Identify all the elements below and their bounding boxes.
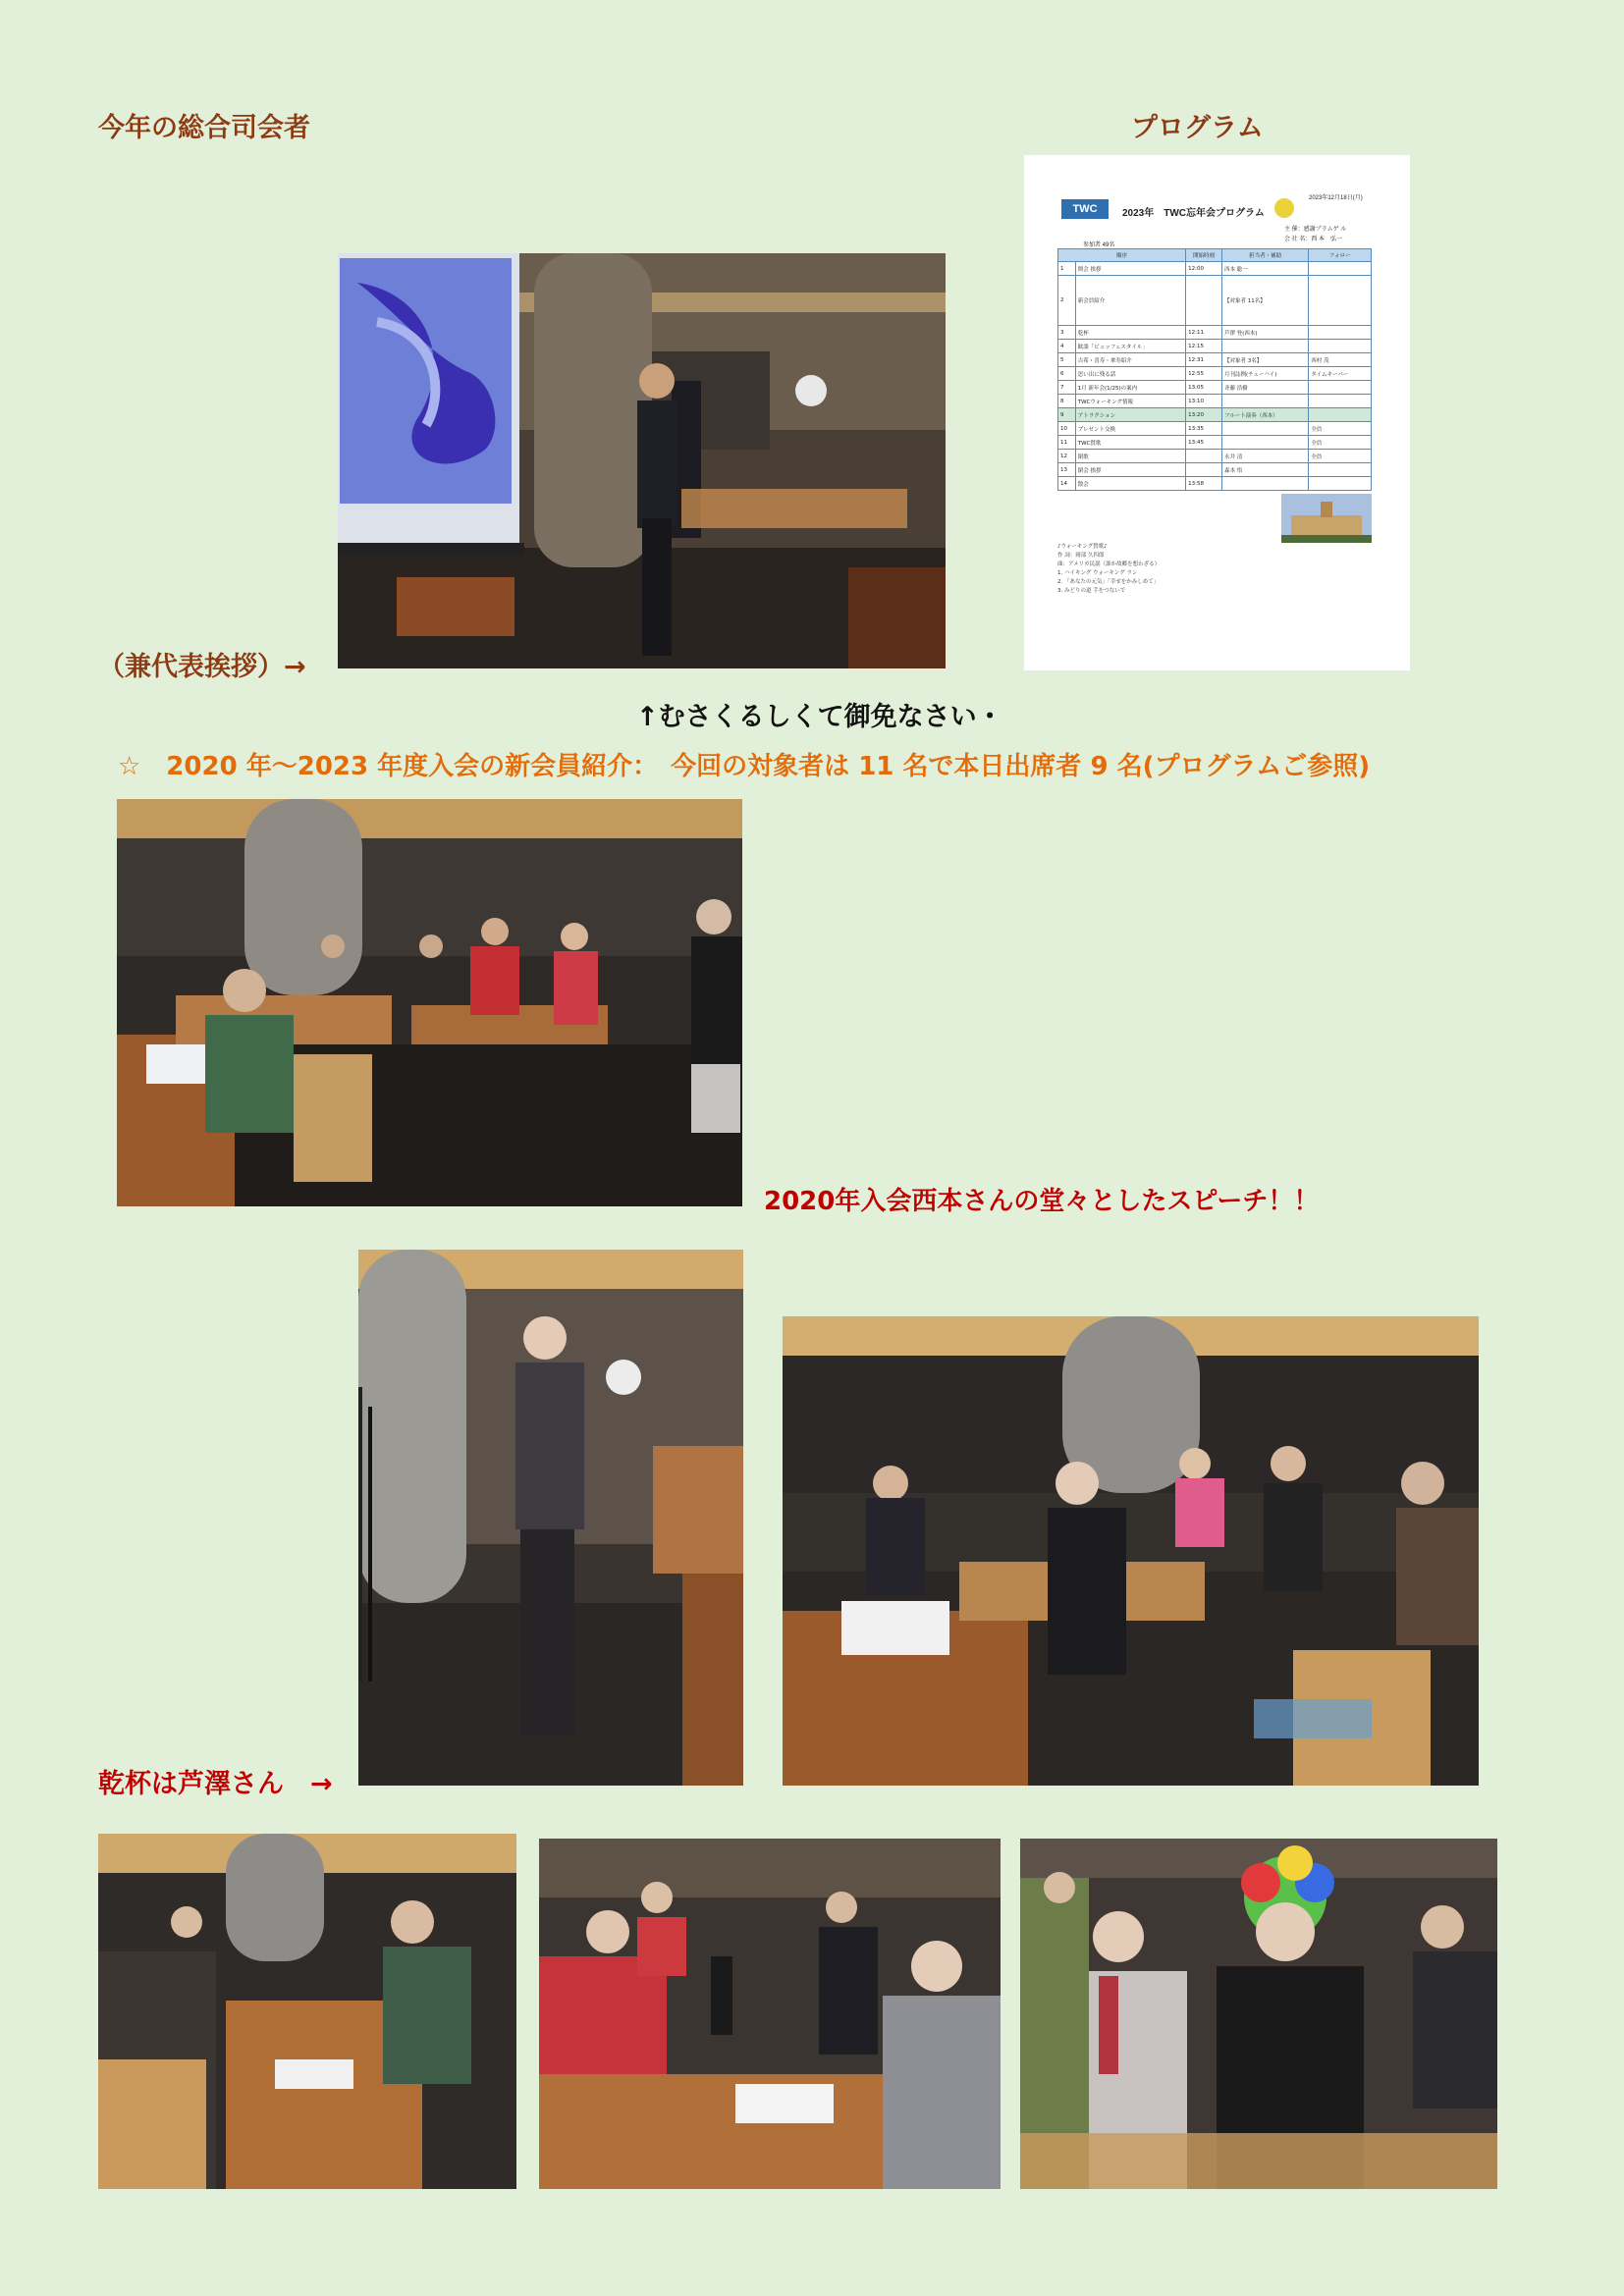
program-doc-title: 2023年 TWC忘年会プログラム bbox=[1122, 208, 1265, 219]
program-doc-date: 2023年12月18日(月) bbox=[1309, 195, 1363, 201]
program-doc-organizer1: 主 催：感謝プラムゲ ル bbox=[1284, 227, 1347, 233]
program-row bbox=[1058, 422, 1372, 436]
program-cell-follow: 全員 bbox=[1309, 436, 1372, 450]
program-cell-no: 10 bbox=[1058, 422, 1076, 436]
program-table-header: 順序 開始時刻 担当者・補助 フォロー bbox=[1058, 249, 1372, 262]
program-cell-item: 乾杯 bbox=[1075, 326, 1185, 340]
program-cell-time: 13:05 bbox=[1186, 381, 1222, 395]
new-members-caption: ☆ 2020 年～2023 年度入会の新会員紹介： 今回の対象者は 11 名で本日出席者 9 名(プログラムご参照) bbox=[118, 752, 1371, 781]
program-cell-person: 斉藤 浩樹 bbox=[1222, 381, 1309, 395]
program-row bbox=[1058, 395, 1372, 408]
program-row bbox=[1058, 326, 1372, 340]
program-cell-person bbox=[1222, 477, 1309, 491]
program-note-line: 2. 「あなたの元気」「幸せをかみしめて」 bbox=[1057, 579, 1160, 585]
program-cell-no: 4 bbox=[1058, 340, 1076, 353]
toast-speech-photo bbox=[358, 1250, 743, 1786]
program-cell-item: 思い出に残る話 bbox=[1075, 367, 1185, 381]
program-cell-person: 永井 清 bbox=[1222, 450, 1309, 463]
program-row bbox=[1058, 477, 1372, 491]
program-row bbox=[1058, 450, 1372, 463]
program-cell-no: 6 bbox=[1058, 367, 1076, 381]
program-cell-no: 7 bbox=[1058, 381, 1076, 395]
program-row bbox=[1058, 381, 1372, 395]
program-title: プログラム bbox=[1131, 113, 1264, 143]
program-row bbox=[1058, 262, 1372, 276]
program-cell-time: 12:11 bbox=[1186, 326, 1222, 340]
program-cell-item: アトラクション bbox=[1075, 408, 1185, 422]
program-cell-time: 12:00 bbox=[1186, 262, 1222, 276]
program-cell-no: 1 bbox=[1058, 262, 1076, 276]
program-row bbox=[1058, 340, 1372, 353]
mc-photo bbox=[338, 253, 946, 668]
program-cell-follow bbox=[1309, 463, 1372, 477]
program-cell-time: 13:58 bbox=[1186, 477, 1222, 491]
program-cell-person: フルート演奏（西本） bbox=[1222, 408, 1309, 422]
program-note-line: 作 詞：岡部 久四郎 bbox=[1057, 553, 1105, 559]
program-row bbox=[1058, 408, 1372, 422]
program-cell-time: 12:55 bbox=[1186, 367, 1222, 381]
program-cell-follow bbox=[1309, 381, 1372, 395]
program-cell-no: 3 bbox=[1058, 326, 1076, 340]
program-cell-person: 芦澤 登(西本) bbox=[1222, 326, 1309, 340]
program-note-line: 曲：アメリカ民謡（誰か故郷を想わざる） bbox=[1057, 561, 1161, 567]
program-cell-person bbox=[1222, 395, 1309, 408]
program-cell-follow bbox=[1309, 340, 1372, 353]
program-cell-item: 1月 新年会(1/25)の案内 bbox=[1075, 381, 1185, 395]
program-cell-person: 森本 悟 bbox=[1222, 463, 1309, 477]
program-row bbox=[1058, 463, 1372, 477]
program-cell-item: 閉会 挨拶 bbox=[1075, 463, 1185, 477]
party-cheers-photo bbox=[1020, 1839, 1497, 2189]
program-cell-item: TWCウォーキング情報 bbox=[1075, 395, 1185, 408]
new-member-intro-photo bbox=[117, 799, 742, 1206]
mc-title: 今年の総合司会者 bbox=[98, 113, 310, 143]
program-cell-time: 12:31 bbox=[1186, 353, 1222, 367]
program-cell-follow bbox=[1309, 276, 1372, 326]
program-cell-time bbox=[1186, 276, 1222, 326]
program-cell-item: 歓談「ビュッフェスタイル」 bbox=[1075, 340, 1185, 353]
program-cell-item: 閉歌 bbox=[1075, 450, 1185, 463]
program-cell-follow: 全員 bbox=[1309, 450, 1372, 463]
program-document bbox=[1024, 155, 1410, 670]
program-cell-item: 開会 挨拶 bbox=[1075, 262, 1185, 276]
program-cell-follow bbox=[1309, 395, 1372, 408]
building-thumbnail bbox=[1281, 494, 1372, 543]
program-cell-no: 14 bbox=[1058, 477, 1076, 491]
apology-caption: ↑むさくるしくて御免なさい・ bbox=[636, 702, 1003, 732]
program-cell-time: 12:15 bbox=[1186, 340, 1222, 353]
program-cell-person bbox=[1222, 422, 1309, 436]
program-cell-person: 【対象者 11名】 bbox=[1222, 276, 1309, 326]
program-cell-time: 13:10 bbox=[1186, 395, 1222, 408]
program-table bbox=[1057, 248, 1372, 491]
program-notes bbox=[1057, 543, 1372, 596]
party-table-photo-1 bbox=[98, 1834, 516, 2189]
program-cell-no: 8 bbox=[1058, 395, 1076, 408]
program-cell-follow: タイムキーパー bbox=[1309, 367, 1372, 381]
program-cell-follow: 西村 茂 bbox=[1309, 353, 1372, 367]
program-cell-follow bbox=[1309, 408, 1372, 422]
party-table-photo-2 bbox=[539, 1839, 1001, 2189]
program-cell-time: 13:20 bbox=[1186, 408, 1222, 422]
program-cell-item: 古希・喜寿・傘寿紹介 bbox=[1075, 353, 1185, 367]
program-cell-item: プレゼント交換 bbox=[1075, 422, 1185, 436]
program-cell-follow: 全員 bbox=[1309, 422, 1372, 436]
toast-caption: 乾杯は芦澤さん → bbox=[98, 1769, 333, 1799]
moon-icon bbox=[1274, 198, 1294, 218]
program-cell-no: 13 bbox=[1058, 463, 1076, 477]
program-doc-attendance: 参加者 49名 bbox=[1083, 242, 1115, 248]
program-cell-follow bbox=[1309, 326, 1372, 340]
program-row bbox=[1058, 276, 1372, 326]
program-cell-time bbox=[1186, 450, 1222, 463]
twc-logo: TWC bbox=[1061, 199, 1109, 219]
program-cell-item: TWC賛歌 bbox=[1075, 436, 1185, 450]
program-cell-person: 【対象者 3名】 bbox=[1222, 353, 1309, 367]
nishimoto-speech-caption: 2020年入会西本さんの堂々としたスピーチ！！ bbox=[764, 1187, 1320, 1216]
program-note-line: 1. ハイキング ウォーキング ラン bbox=[1057, 570, 1138, 576]
program-cell-time bbox=[1186, 463, 1222, 477]
program-row bbox=[1058, 436, 1372, 450]
program-doc-organizer2: 会 社 名：西 本 弘一 bbox=[1284, 237, 1343, 242]
program-cell-follow bbox=[1309, 262, 1372, 276]
program-cell-person: 西本 聡一 bbox=[1222, 262, 1309, 276]
program-row bbox=[1058, 353, 1372, 367]
program-cell-person: 月刊誌例(チューハイ) bbox=[1222, 367, 1309, 381]
program-note-line: 3. みどりの道 手をつないで bbox=[1057, 588, 1126, 594]
program-cell-no: 11 bbox=[1058, 436, 1076, 450]
kanedai-greeting-caption: （兼代表挨拶）→ bbox=[98, 652, 306, 682]
program-row bbox=[1058, 367, 1372, 381]
program-cell-no: 12 bbox=[1058, 450, 1076, 463]
program-cell-no: 5 bbox=[1058, 353, 1076, 367]
program-cell-item: 散会 bbox=[1075, 477, 1185, 491]
notes-heading: ♪ウォーキング賛歌♪ bbox=[1057, 544, 1108, 550]
program-cell-person bbox=[1222, 340, 1309, 353]
program-cell-no: 2 bbox=[1058, 276, 1076, 326]
program-cell-person bbox=[1222, 436, 1309, 450]
toast-crowd-photo bbox=[783, 1316, 1479, 1786]
program-cell-no: 9 bbox=[1058, 408, 1076, 422]
program-cell-follow bbox=[1309, 477, 1372, 491]
program-cell-time: 13:45 bbox=[1186, 436, 1222, 450]
program-cell-item: 新会員紹介 bbox=[1075, 276, 1185, 326]
program-cell-time: 13:35 bbox=[1186, 422, 1222, 436]
